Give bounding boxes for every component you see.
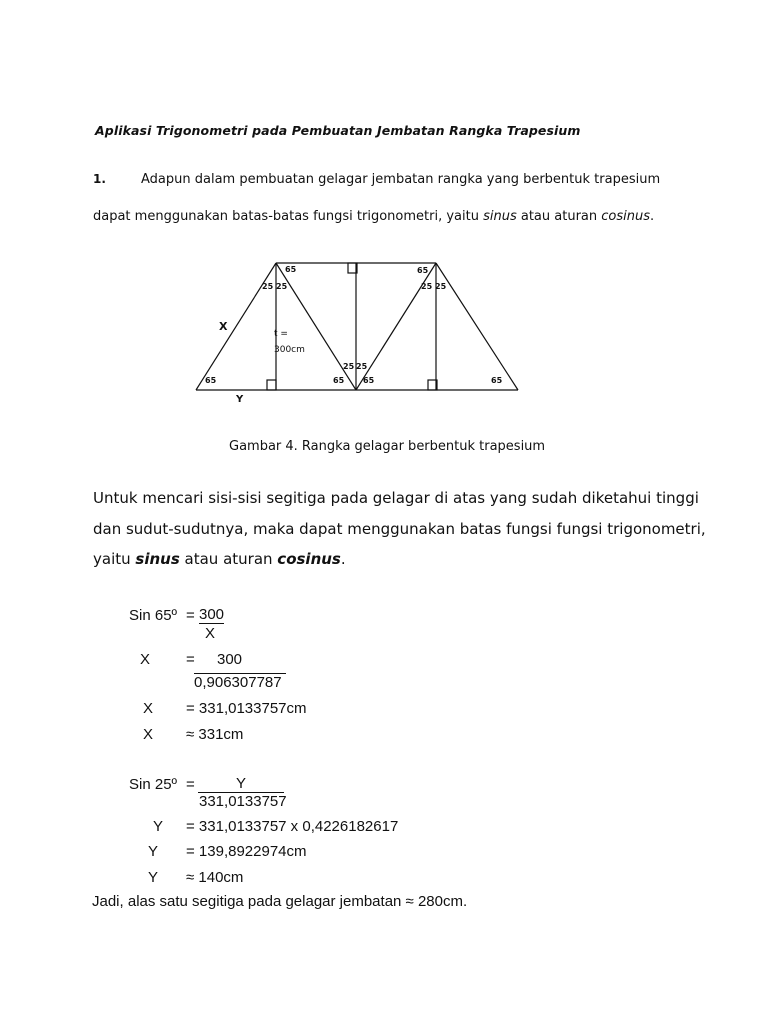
sin25-eq: = — [186, 776, 195, 793]
right-diagonal — [436, 263, 518, 390]
y-step3-var: Y — [148, 869, 159, 886]
sin25-denominator: 331,0133757 — [199, 793, 287, 810]
paragraph-line-2: dan sudut-sudutnya, maka dapat menggunakan batas fungsi fungsi trigonometri, — [93, 520, 706, 538]
page-title: Aplikasi Trigonometri pada Pembuatan Jembatan Rangka Trapesium — [95, 123, 581, 138]
side-y-label: Y — [236, 394, 244, 405]
intro-cosinus: cosinus — [601, 209, 651, 224]
sin65-lhs: Sin 65º — [129, 607, 178, 624]
angle-label: 25 — [343, 362, 355, 371]
sin65-numerator: 300 — [199, 606, 225, 623]
paragraph-cosinus: cosinus — [277, 550, 341, 568]
intro-line-2: dapat menggunakan batas-batas fungsi trigonometri, yaitu sinus atau aturan cosinus. — [93, 209, 655, 224]
item-number: 1. — [93, 172, 106, 186]
angle-label: 65 — [205, 376, 217, 385]
angle-label: 25 — [421, 282, 433, 291]
sin25-numerator: Y — [198, 776, 284, 793]
height-label-line2: 300cm — [274, 345, 305, 355]
intro-line-1: Adapun dalam pembuatan gelagar jembatan rangka yang berbentuk trapesium — [141, 172, 661, 187]
x-step1-denominator: 0,906307787 — [194, 673, 286, 691]
x-step1-numerator: 300 — [217, 651, 243, 668]
right-angle-marker-1 — [267, 380, 276, 390]
angle-label: 65 — [285, 265, 297, 274]
angle-label: 25 — [262, 282, 274, 291]
angle-label: 25 — [435, 282, 447, 291]
conclusion: Jadi, alas satu segitiga pada gelagar jembatan ≈ 280cm. — [92, 893, 468, 910]
side-x-label: X — [219, 320, 228, 333]
sin65-eq: = — [186, 607, 195, 624]
angle-label: 65 — [417, 266, 429, 275]
angle-label: 65 — [363, 376, 375, 385]
y-step2-value: = 139,8922974cm — [186, 843, 307, 860]
sin25-lhs: Sin 25º — [129, 776, 178, 793]
paragraph-line-3: yaitu sinus atau aturan cosinus. — [93, 550, 346, 568]
sin65-denominator: X — [205, 625, 216, 642]
paragraph-sinus: sinus — [135, 550, 180, 568]
y-step2-var: Y — [148, 843, 159, 860]
intro-sinus: sinus — [483, 209, 517, 224]
x-step3-var: X — [143, 726, 154, 743]
figure-caption: Gambar 4. Rangka gelagar berbentuk trapesium — [229, 439, 546, 454]
angle-label: 65 — [333, 376, 345, 385]
y-step1-value: = 331,0133757 x 0,4226182617 — [186, 818, 399, 835]
y-step3-value: ≈ 140cm — [186, 869, 244, 886]
height-label-line1: t = — [274, 329, 288, 339]
x-step3-value: ≈ 331cm — [186, 726, 244, 743]
x-step1-var: X — [140, 651, 151, 668]
angle-label: 25 — [356, 362, 368, 371]
angle-label: 25 — [276, 282, 288, 291]
x-step1-eq: = — [186, 651, 195, 668]
y-step1-var: Y — [153, 818, 164, 835]
x-step2-value: = 331,0133757cm — [186, 700, 307, 717]
truss-figure — [190, 255, 530, 405]
angle-label: 65 — [491, 376, 503, 385]
x-step2-var: X — [143, 700, 154, 717]
paragraph-line-1: Untuk mencari sisi-sisi segitiga pada gelagar di atas yang sudah diketahui tinggi — [93, 489, 699, 507]
